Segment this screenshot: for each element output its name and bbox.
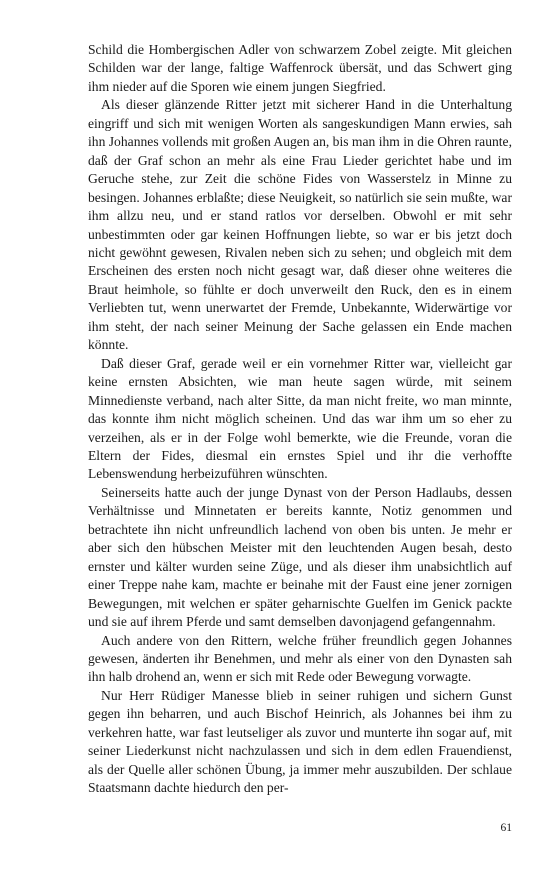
paragraph-1: Schild die Hombergischen Adler von schwarzem Zobel zeigte. Mit gleichen Schilden war der lange, faltige Waffenrock übersät, und das Schwert ging ihm nieder auf die Sporen wie einem jungen Siegfried. (88, 42, 512, 94)
body-text (88, 41, 512, 798)
paragraph-6: Nur Herr Rüdiger Manesse blieb in seiner ruhigen und sichern Gunst gegen ihn beharren, und auch Bischof Heinrich, als Johannes bei ihm zu verkehren hatte, war fast leutseliger als zuvor und munterte ihn sogar auf, mit seiner Liederkunst nicht nachzulassen und sich in dem edlen Frauendienst, als der Quelle aller schönen Übung, ja immer mehr auszubilden. Der schlaue Staatsmann dachte hiedurch den per- (88, 687, 512, 796)
paragraph-2: Als dieser glänzende Ritter jetzt mit sicherer Hand in die Unterhaltung eingriff und sich mit wenigen Worten als sangeskundigen Mann erwies, sah ihn Johannes vollends mit großen Augen an, bis man ihm in die Ohren raunte, daß der Graf schon an mehr als eine Frau Lieder gerichtet habe und im Geruche stehe, zur Zeit die schöne Fides von Wasserstelz in Minne zu besingen. Johannes erblaßte; diese Neuigkeit, so natürlich sie sein mußte, war ihm allzu neu, und er stand ratlos vor derselben. Obwohl er mit sehr unbestimmten oder gar keinen Hoffnungen liebte, so war er bis jetzt doch nicht gewöhnt gewesen, Rivalen neben sich zu sehen; und obgleich mit dem Erscheinen des ersten noch nicht gesagt war, daß dieser ohne weiteres die Braut heimhole, so fühlte er doch unverweilt den Ruck, den es in einem Verliebten tut, wenn unerwartet der Fremde, Unbekannte, Widerwärtige vor ihm steht, der nach seiner Meinung der Sache gelassen ein Ende machen könnte. (88, 97, 512, 353)
paragraph-5: Auch andere von den Rittern, welche früher freundlich gegen Johannes gewesen, änderten ihr Benehmen, und mehr als einer von den Dynasten sah ihn halb drohend an, wenn er sich mit Rede oder Bewegung vorwagte. (88, 632, 512, 685)
page-number: 61 (500, 822, 512, 834)
paragraph-3: Daß dieser Graf, gerade weil er ein vornehmer Ritter war, vielleicht gar keine ernsten Absichten, wie man heute sagen würde, mit seinem Minnedienste verband, nach alter Sitte, da man nicht freite, wo man minnte, das konnte ihm nicht möglich scheinen. Und das war ihm um so eher zu verzeihen, als er in der Folge wohl bemerkte, wie die Freunde, voran die Eltern der Fides, diesmal ein ernstes Spiel und ihr die verhoffte Lebenswendung herbeizuführen wünschten. (88, 355, 512, 482)
paragraph-4: Seinerseits hatte auch der junge Dynast von der Person Hadlaubs, dessen Verhältnisse und Minnetaten er bereits kannte, Notiz genommen und betrachtete ihn nicht unfreundlich lachend von oben bis unten. Je mehr er aber sich den hübschen Meister mit den leuchtenden Augen besah, desto ernster und kälter wurden seine Züge, und als dieser ihm unabsichtlich auf einer Treppe nahe kam, machte er beinahe mit der Faust eine jener zornigen Bewegungen, mit welchen er später geharnischte Guelfen im Genick packte und sie auf ihrem Pferde und samt demselben davonjagend gefangennahm. (88, 484, 512, 630)
